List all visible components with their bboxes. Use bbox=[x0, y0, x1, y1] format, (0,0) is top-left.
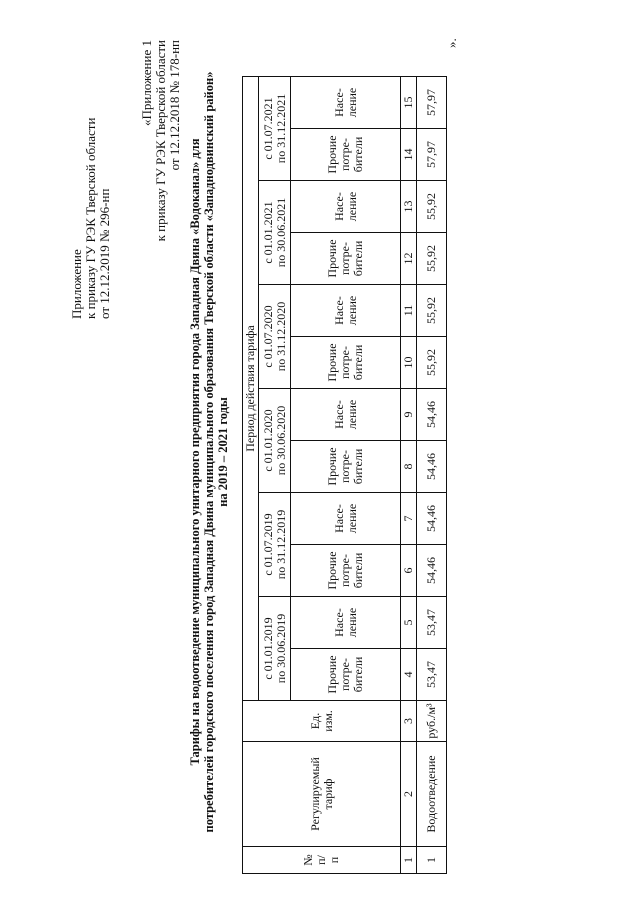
column-index: 15 bbox=[401, 77, 417, 129]
subheader-other-consumers: Прочие потре- бители bbox=[291, 337, 401, 389]
previous-appendix-line-3: от 12.12.2018 № 178-нп bbox=[167, 40, 182, 171]
table-row bbox=[417, 77, 447, 874]
tariff-table bbox=[242, 76, 447, 874]
period-header: с 01.01.2020 по 30.06.2020 bbox=[259, 389, 291, 493]
header-number: № п/ п bbox=[243, 847, 401, 874]
column-index: 5 bbox=[401, 597, 417, 649]
subheader-population: Насе- ление bbox=[291, 77, 401, 129]
tariff-value: 55,92 bbox=[417, 233, 447, 285]
column-index: 14 bbox=[401, 129, 417, 181]
column-index: 6 bbox=[401, 545, 417, 597]
subheader-other-consumers: Прочие потре- бители bbox=[291, 233, 401, 285]
row-tariff-name: Водоотведение bbox=[417, 742, 447, 847]
column-index: 1 bbox=[401, 847, 417, 874]
header-regulated-tariff: Регулируемый тариф bbox=[243, 742, 401, 847]
tariff-value: 53,47 bbox=[417, 649, 447, 701]
tariff-value: 54,46 bbox=[417, 389, 447, 441]
column-index: 3 bbox=[401, 701, 417, 742]
tariff-value: 53,47 bbox=[417, 597, 447, 649]
period-header: с 01.01.2021 по 30.06.2021 bbox=[259, 181, 291, 285]
previous-appendix-line-2: к приказу ГУ РЭК Тверской области bbox=[153, 40, 168, 242]
column-index: 10 bbox=[401, 337, 417, 389]
appendix-line-3: от 12.12.2019 № 296-нп bbox=[97, 188, 112, 319]
column-index: 9 bbox=[401, 389, 417, 441]
subheader-population: Насе- ление bbox=[291, 181, 401, 233]
document-title bbox=[188, 0, 230, 904]
previous-appendix-header bbox=[140, 40, 182, 241]
appendix-line-1: Приложение bbox=[69, 249, 84, 319]
header-validity-period: Период действия тарифа bbox=[243, 77, 259, 701]
period-header: с 01.07.2021 по 31.12.2021 bbox=[259, 77, 291, 181]
row-number: 1 bbox=[417, 847, 447, 874]
column-index: 7 bbox=[401, 493, 417, 545]
subheader-other-consumers: Прочие потре- бители bbox=[291, 129, 401, 181]
period-header: с 01.07.2020 по 31.12.2020 bbox=[259, 285, 291, 389]
tariff-value: 54,46 bbox=[417, 545, 447, 597]
tariff-value: 55,92 bbox=[417, 337, 447, 389]
period-header: с 01.01.2019 по 30.06.2019 bbox=[259, 597, 291, 701]
title-line-3: на 2019 – 2021 годы bbox=[216, 397, 230, 507]
table-header-row-1 bbox=[243, 77, 259, 874]
column-index: 11 bbox=[401, 285, 417, 337]
appendix-line-2: к приказу ГУ РЭК Тверской области bbox=[83, 117, 98, 319]
subheader-population: Насе- ление bbox=[291, 285, 401, 337]
subheader-population: Насе- ление bbox=[291, 493, 401, 545]
subheader-other-consumers: Прочие потре- бители bbox=[291, 649, 401, 701]
row-unit: руб./м³ bbox=[417, 701, 447, 742]
title-line-1: Тарифы на водоотведение муниципального унитарного предприятия города Западная Двина «Водоканал» для bbox=[188, 138, 202, 766]
tariff-value: 55,92 bbox=[417, 181, 447, 233]
tariff-value: 57,97 bbox=[417, 129, 447, 181]
subheader-other-consumers: Прочие потре- бители bbox=[291, 545, 401, 597]
tariff-value: 54,46 bbox=[417, 493, 447, 545]
column-index: 8 bbox=[401, 441, 417, 493]
column-index: 13 bbox=[401, 181, 417, 233]
subheader-other-consumers: Прочие потре- бители bbox=[291, 441, 401, 493]
tariff-value: 54,46 bbox=[417, 441, 447, 493]
subheader-population: Насе- ление bbox=[291, 597, 401, 649]
tariff-value: 57,97 bbox=[417, 77, 447, 129]
period-header: с 01.07.2019 по 31.12.2019 bbox=[259, 493, 291, 597]
column-index-row bbox=[401, 77, 417, 874]
closing-quote: ». bbox=[444, 38, 459, 48]
header-unit: Ед. изм. bbox=[243, 701, 401, 742]
column-index: 2 bbox=[401, 742, 417, 847]
previous-appendix-line-1: «Приложение 1 bbox=[139, 40, 154, 127]
title-line-2: потребителей городского поселения город Западная Двина муниципального образования Тверской области «Западнодвинский район» bbox=[202, 71, 216, 833]
subheader-population: Насе- ление bbox=[291, 389, 401, 441]
column-index: 4 bbox=[401, 649, 417, 701]
appendix-header bbox=[70, 118, 112, 319]
column-index: 12 bbox=[401, 233, 417, 285]
tariff-value: 55,92 bbox=[417, 285, 447, 337]
